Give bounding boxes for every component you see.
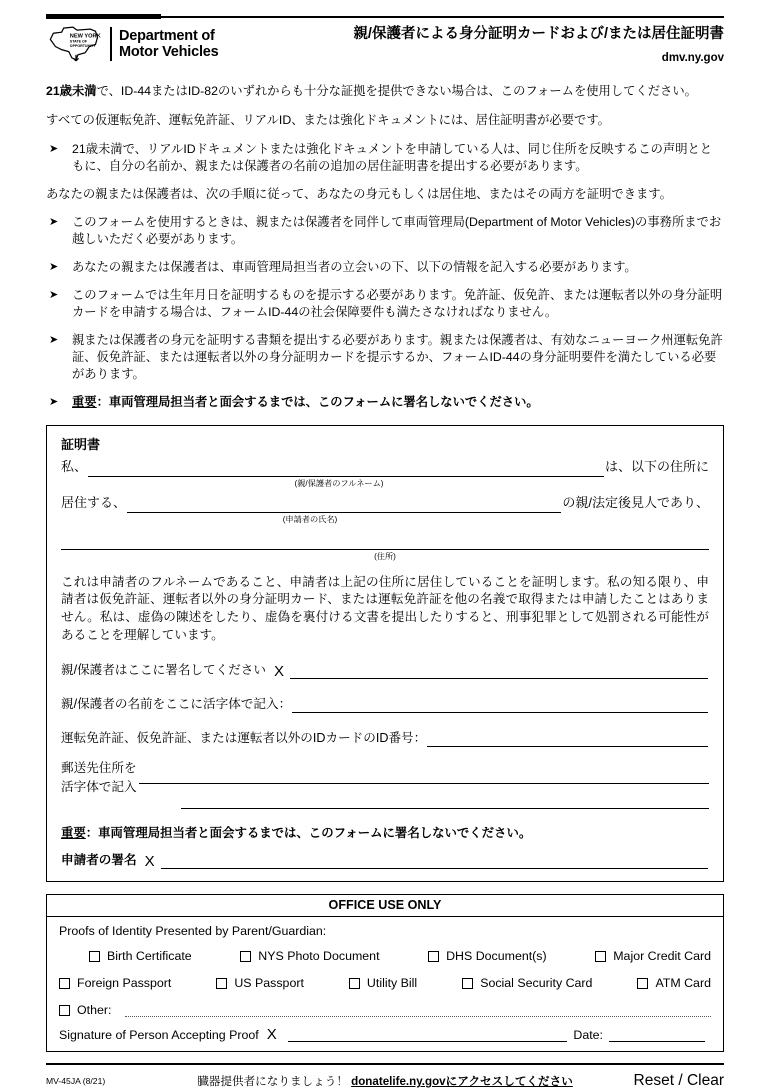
form-id-label: MV-45JA (8/21) [46,1076,106,1087]
caption-parent-fullname: (親/保護者のフルネーム) [294,478,384,488]
mailing-address-label [61,759,137,809]
accepting-signature-label: Signature of Person Accepting Proof [59,1028,259,1043]
certification-line-1-lead: 私、 [61,458,88,474]
svg-text:NEW YORK: NEW YORK [69,33,101,40]
checkbox-label: ATM Card [655,976,711,991]
mailing-address-input-2[interactable] [181,784,709,809]
brand-divider [110,27,112,61]
id-number-row [61,727,709,747]
intro-bullets-group-2 [46,214,724,411]
checkbox-label: NYS Photo Document [258,949,380,964]
accepting-signature-x-mark: X [266,1026,277,1044]
arrow-bullet-icon: ➤ [49,216,59,229]
checkbox-major-credit-card[interactable] [595,949,711,963]
checkbox-label: Birth Certificate [107,949,192,964]
checkbox-label: US Passport [234,976,304,991]
intro-paragraph-3: あなたの親または保護者は、次の手順に従って、あなたの身元もしくは居住地、またはその両方を証明できます。 [46,186,672,201]
arrow-bullet-icon: ➤ [49,261,59,274]
parent-signature-label: 親/保護者はここに署名してください [61,663,266,678]
checkbox-box-icon[interactable] [349,978,360,989]
page-header [46,18,724,64]
intro-paragraph-2: すべての仮運転免許、運転免許証、リアルID、または強化ドキュメントには、居住証明書が必要です。 [46,112,610,127]
accepting-date-label: Date: [573,1028,603,1043]
certification-warning-important: 重要 [61,826,86,841]
mailing-address-input-1[interactable] [139,759,709,784]
arrow-bullet-icon: ➤ [49,333,59,346]
svg-text:OPPORTUNITY: OPPORTUNITY [69,44,96,49]
intro-bullet-1-text: 21歳未満で、リアルIDドキュメントまたは強化ドキュメントを申請している人は、同じ住所を反映するこの声明とともに、自分の名前か、親または保護者の名前の追加の居住証明書を提出する必要があります。 [72,141,713,173]
id-number-label: 運転免許証、仮免許証、または運転者以外のIDカードのID番号： [61,731,427,746]
signature-x-mark: X [274,663,285,681]
certification-warning [61,823,709,841]
intro-bullet-1 [46,141,724,175]
proof-other-row [59,1003,711,1017]
intro-paragraph-1 [46,83,724,100]
checkbox-birth-certificate[interactable] [89,949,192,963]
mailing-address-row [61,759,709,809]
proof-checkbox-row-2 [59,976,711,990]
arrow-bullet-icon: ➤ [49,289,59,302]
intro-bullet-5 [46,332,724,383]
id-number-input[interactable] [427,731,708,747]
intro-bullet-6-important [46,394,724,411]
checkbox-box-icon[interactable] [216,978,227,989]
mailing-address-label-line-2: 活字体で記入 [61,780,137,794]
applicant-signature-input[interactable] [161,853,708,869]
donate-life-link[interactable]: donatelife.ny.govにアクセスしてください [351,1075,573,1089]
checkbox-label: Social Security Card [480,976,593,991]
checkbox-label: Other: [77,1003,112,1018]
certification-line-2 [61,495,709,513]
new-york-state-outline-icon [46,24,108,64]
intro-bullet-4-text: このフォームでは生年月日を証明するものを提示する必要があります。免許証、仮免許、または運転者以外の身分証明カードを申請する場合は、フォームID-44の社会保障要件も満たさなければなりません。 [72,288,723,319]
checkbox-box-icon[interactable] [462,978,473,989]
form-title: 親/保護者による身分証明カードおよび/または居住証明書 [353,26,724,42]
mailing-address-label-line-1: 郵送先住所を [61,761,137,776]
checkbox-nys-photo-document[interactable] [240,949,379,963]
donate-message [196,1073,574,1089]
intro-paragraph-1-rest: で、ID-44またはID-82のいずれからも十分な証拠を提供できない場合は、このフォームを使用してください。 [96,84,697,99]
intro-bullet-6-important-word: 重要 [72,394,97,409]
accepting-signature-input[interactable] [288,1028,568,1042]
applicant-signature-label: 申請者の署名 [61,853,137,868]
office-use-body [47,917,723,1051]
parent-print-name-input[interactable] [292,697,708,713]
checkbox-social-security-card[interactable] [462,976,592,990]
address-input[interactable] [61,533,709,550]
checkbox-box-icon[interactable] [59,978,70,989]
parent-print-name-label: 親/保護者の名前をここに活字体で記入： [61,697,292,712]
certification-heading: 証明書 [61,436,101,452]
title-block [353,24,724,64]
checkbox-label: Major Credit Card [613,949,712,964]
proof-checkbox-row-1 [59,949,711,963]
intro-bullet-2 [46,214,724,248]
reset-clear-button[interactable]: Reset / Clear [633,1072,724,1090]
page-footer [46,1065,724,1090]
office-use-box [46,894,724,1052]
office-use-title: OFFICE USE ONLY [47,895,723,917]
intro-bullet-3-text: あなたの親または保護者は、車両管理局担当者の立会いの下、以下の情報を記入する必要があります。 [72,260,637,275]
parent-fullname-input[interactable] [88,461,604,477]
intro-section [46,83,724,410]
checkbox-dhs-documents[interactable] [428,949,547,963]
checkbox-label: Foreign Passport [77,976,172,991]
other-proof-input[interactable] [125,1004,711,1017]
parent-print-name-row [61,693,709,713]
applicant-name-input[interactable] [127,497,561,513]
checkbox-box-icon[interactable] [89,951,100,962]
accepting-signature-row [59,1027,711,1042]
certification-line-1 [61,459,709,477]
intro-paragraph-1-bold: 21歳未満 [46,84,97,99]
dmv-brand [46,24,219,64]
parent-signature-row [61,659,709,679]
mailing-address-inputs [137,759,709,809]
certification-line-1-tail: は、以下の住所に [604,458,709,474]
certification-body-text: これは申請者のフルネームであること、申請者は上記の住所に居住していることを証明します。私の知る限り、申請者は仮免許証、運転者以外の身分証明カード、または運転免許証を他の名義で取得または申請したことはありません。私は、虚偽の陳述をしたり、虚偽を裏付ける文書を提出したりすると、刑事犯罪として処罰される可能性があることを理解しています。 [61,574,709,643]
applicant-signature-row [61,849,709,869]
checkbox-box-icon[interactable] [59,1005,70,1016]
intro-bullet-4 [46,287,724,321]
applicant-signature-x-mark: X [144,853,155,871]
arrow-bullet-icon: ➤ [49,395,59,408]
donate-prefix: 臓器提供者になりましょう！ [197,1075,352,1089]
caption-address: (住所) [374,551,396,561]
accepting-date-input[interactable] [609,1028,705,1042]
checkbox-box-icon[interactable] [240,951,251,962]
dmv-url: dmv.ny.gov [661,52,724,65]
intro-bullet-6-text [72,395,539,409]
intro-bullet-6-rest: ：車両管理局担当者と面会するまでは、このフォームに署名しないでください。 [96,394,539,409]
checkbox-label: Utility Bill [366,976,418,991]
intro-bullet-5-text: 親または保護者の身元を証明する書類を提出する必要があります。親または保護者は、有効なニューヨーク州運転免許証、仮免許証、または運転者以外の身分証明カードを提示するか、フォームID-44の身分証明要件を満たしている必要があります。 [72,332,723,381]
checkbox-atm-card[interactable] [637,976,711,990]
proofs-of-identity-label: Proofs of Identity Presented by Parent/Guardian: [59,924,327,939]
dept-name [119,28,219,60]
certification-line-2-tail: の親/法定後見人であり、 [562,494,709,510]
checkbox-box-icon[interactable] [428,951,439,962]
dept-line-1: Department of [119,27,215,44]
caption-applicant-name: (申請者の氏名) [282,514,338,524]
checkbox-box-icon[interactable] [595,951,606,962]
checkbox-other[interactable] [59,1003,111,1017]
certification-warning-rest: ：車両管理局担当者と面会するまでは、このフォームに署名しないでください。 [85,826,532,841]
checkbox-label: DHS Document(s) [446,949,547,964]
certification-line-2-lead: 居住する、 [61,494,127,510]
intro-bullet-3 [46,259,724,276]
parent-signature-input[interactable] [290,663,708,679]
checkbox-us-passport[interactable] [216,976,304,990]
form-page [0,16,770,1090]
intro-bullet-2-text: このフォームを使用するときは、親または保護者を同伴して車両管理局(Department of Motor Vehicles)の事務所までお越しいただく必要があります。 [72,215,722,247]
checkbox-box-icon[interactable] [637,978,648,989]
intro-bullets-group-1 [46,141,724,175]
svg-text:STATE OF: STATE OF [69,39,87,44]
arrow-bullet-icon: ➤ [49,142,59,155]
header-top-rule [46,16,724,18]
certification-box [46,425,724,882]
checkbox-utility-bill[interactable] [349,976,417,990]
dept-line-2: Motor Vehicles [119,44,219,60]
checkbox-foreign-passport[interactable] [59,976,171,990]
